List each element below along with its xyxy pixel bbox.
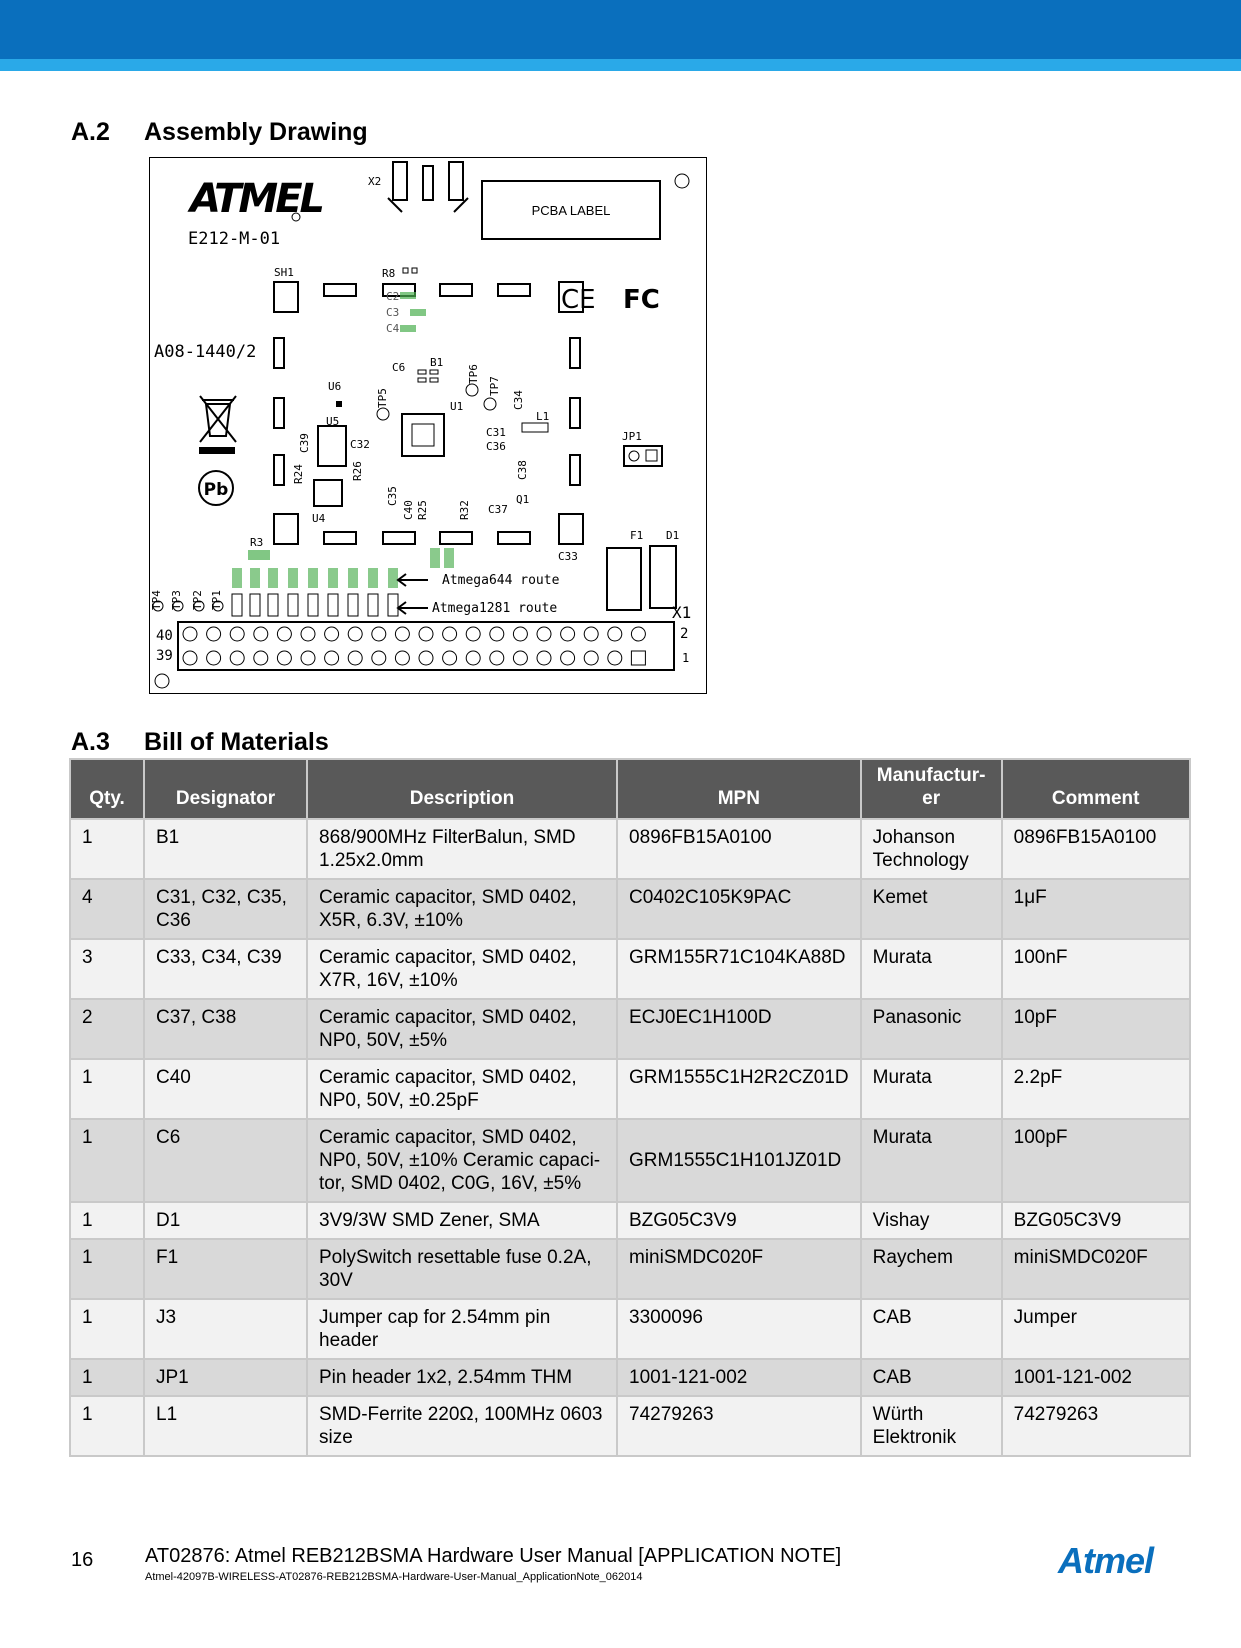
u5-chip xyxy=(318,426,346,466)
cell-designator: JP1 xyxy=(144,1359,307,1396)
cell-qty: 1 xyxy=(70,1239,144,1299)
label-c37: C37 xyxy=(488,503,508,516)
cell-comment: 10pF xyxy=(1002,999,1190,1059)
table-row xyxy=(70,999,1190,1059)
label-q1: Q1 xyxy=(516,493,530,506)
header-pin xyxy=(183,627,197,641)
bill-of-materials-table xyxy=(69,758,1191,1457)
cell-qty: 3 xyxy=(70,939,144,999)
label-c36: C36 xyxy=(486,440,506,453)
cell-designator: B1 xyxy=(144,819,307,879)
cell-mpn: BZG05C3V9 xyxy=(617,1202,861,1239)
table-row xyxy=(70,939,1190,999)
header-pin xyxy=(325,627,339,641)
header-pin xyxy=(325,651,339,665)
cell-qty: 4 xyxy=(70,879,144,939)
cell-description: PolySwitch resettable fuse 0.2A, 30V xyxy=(307,1239,617,1299)
x2-connector xyxy=(388,162,468,212)
label-r3: R3 xyxy=(250,536,264,549)
cell-designator: C40 xyxy=(144,1059,307,1119)
cell-comment: 100nF xyxy=(1002,939,1190,999)
cell-manufacturer: Raychem xyxy=(861,1239,1002,1299)
header-pin xyxy=(183,651,197,665)
cell-designator: L1 xyxy=(144,1396,307,1456)
header-pin xyxy=(348,627,362,641)
label-c39: C39 xyxy=(298,433,311,453)
header-pin xyxy=(584,627,598,641)
weee-bin-icon xyxy=(200,396,236,453)
x1-header-pins xyxy=(183,627,645,665)
u4-chip xyxy=(314,480,342,506)
cell-manufacturer: Murata xyxy=(861,939,1002,999)
u1-chip xyxy=(402,414,444,456)
cell-description: Ceramic capacitor, SMD 0402, X5R, 6.3V, ±10% xyxy=(307,879,617,939)
cell-mpn: GRM1555C1H2R2CZ01D xyxy=(617,1059,861,1119)
header-pin xyxy=(466,627,480,641)
header-pin xyxy=(537,627,551,641)
label-r8: R8 xyxy=(382,267,396,280)
cell-mpn: miniSMDC020F xyxy=(617,1239,861,1299)
header-pin xyxy=(561,627,575,641)
label-tp2: TP2 xyxy=(191,590,204,610)
label-c31: C31 xyxy=(486,426,506,439)
cell-comment: 2.2pF xyxy=(1002,1059,1190,1119)
ce-mark: CE xyxy=(561,285,596,315)
label-d1: D1 xyxy=(666,529,680,542)
label-tp5: TP5 xyxy=(376,388,389,408)
header-pin xyxy=(301,651,315,665)
route-1281-label: Atmega1281 route xyxy=(432,601,558,616)
label-r25: R25 xyxy=(416,500,429,520)
table-row xyxy=(70,1299,1190,1359)
cell-manufacturer: Würth Elektronik xyxy=(861,1396,1002,1456)
header-pin xyxy=(419,651,433,665)
table-row xyxy=(70,1359,1190,1396)
route-644-label: Atmega644 route xyxy=(442,573,560,588)
table-row xyxy=(70,879,1190,939)
label-pin40: 40 xyxy=(156,628,173,644)
d1-diode xyxy=(650,546,676,608)
cell-manufacturer: Murata xyxy=(861,1119,1002,1202)
board-revision: A08-1440/2 xyxy=(154,342,257,362)
header-pin xyxy=(254,627,268,641)
page-number: 16 xyxy=(71,1549,94,1571)
header-pin xyxy=(372,651,386,665)
header-pin xyxy=(230,651,244,665)
label-pin1: 1 xyxy=(682,651,690,665)
section-heading-bill-of-materials xyxy=(71,728,329,757)
cell-description: Ceramic capacitor, SMD 0402, NP0, 50V, ±10% Ceramic capaci-tor, SMD 0402, C0G, 16V, ±5% xyxy=(307,1119,617,1202)
label-x2: X2 xyxy=(368,175,382,188)
label-tp3: TP3 xyxy=(170,590,183,610)
column-header-manufacturer: Manufactur- er xyxy=(861,759,1002,819)
cell-mpn: 74279263 xyxy=(617,1396,861,1456)
label-pin2: 2 xyxy=(680,626,689,642)
cell-qty: 1 xyxy=(70,1202,144,1239)
cell-comment: BZG05C3V9 xyxy=(1002,1202,1190,1239)
b1-balun xyxy=(418,370,438,382)
label-tp6: TP6 xyxy=(467,364,480,384)
pb-mark-text: Pb xyxy=(203,480,229,500)
cell-manufacturer: Kemet xyxy=(861,879,1002,939)
cell-designator: J3 xyxy=(144,1299,307,1359)
header-pin xyxy=(513,651,527,665)
label-jp1: JP1 xyxy=(622,430,642,443)
cell-mpn: C0402C105K9PAC xyxy=(617,879,861,939)
header-pin xyxy=(466,651,480,665)
cell-mpn: GRM1555C1H101JZ01D xyxy=(617,1119,861,1202)
f1-fuse xyxy=(607,548,641,610)
cell-description: Ceramic capacitor, SMD 0402, NP0, 50V, ±5% xyxy=(307,999,617,1059)
cell-comment: 0896FB15A0100 xyxy=(1002,819,1190,879)
label-tp4: TP4 xyxy=(150,590,163,610)
header-pin xyxy=(608,651,622,665)
cell-description: Ceramic capacitor, SMD 0402, NP0, 50V, ±0.25pF xyxy=(307,1059,617,1119)
header-pin xyxy=(277,651,291,665)
label-u1: U1 xyxy=(450,400,464,413)
cell-comment: 1μF xyxy=(1002,879,1190,939)
label-b1: B1 xyxy=(430,356,444,369)
label-c32: C32 xyxy=(350,438,370,451)
label-u4: U4 xyxy=(312,512,326,525)
cell-manufacturer: CAB xyxy=(861,1299,1002,1359)
cell-qty: 1 xyxy=(70,1359,144,1396)
jp1-header xyxy=(624,446,662,466)
cell-description: SMD-Ferrite 220Ω, 100MHz 0603 size xyxy=(307,1396,617,1456)
label-f1: F1 xyxy=(630,529,644,542)
header-pin xyxy=(537,651,551,665)
label-c4: C4 xyxy=(386,322,400,335)
label-c6: C6 xyxy=(392,361,406,374)
cell-qty: 1 xyxy=(70,819,144,879)
header-pin xyxy=(207,651,221,665)
header-pin xyxy=(443,627,457,641)
header-pin xyxy=(254,651,268,665)
header-pin xyxy=(230,627,244,641)
board-logo-text: ATMEL xyxy=(190,176,323,222)
label-c2: C2 xyxy=(386,290,400,303)
label-r24: R24 xyxy=(292,464,305,484)
label-c34: C34 xyxy=(512,390,525,410)
cell-description: 868/900MHz FilterBalun, SMD 1.25x2.0mm xyxy=(307,819,617,879)
cell-mpn: ECJ0EC1H100D xyxy=(617,999,861,1059)
fcc-mark: FC xyxy=(623,285,660,315)
cell-mpn: 3300096 xyxy=(617,1299,861,1359)
header-pin xyxy=(207,627,221,641)
label-c40: C40 xyxy=(402,500,415,520)
header-pin xyxy=(372,627,386,641)
section-number: A.3 xyxy=(71,728,110,756)
column-header-description: Description xyxy=(307,759,617,819)
header-pin xyxy=(490,651,504,665)
header-pin xyxy=(584,651,598,665)
table-row xyxy=(70,1059,1190,1119)
section-title: Assembly Drawing xyxy=(144,118,368,146)
label-sh1: SH1 xyxy=(274,266,294,279)
footer-doc-id: Atmel-42097B-WIRELESS-AT02876-REB212BSMA-Hardware-User-Manual_ApplicationNote_062014 xyxy=(145,1571,643,1583)
cell-manufacturer: CAB xyxy=(861,1359,1002,1396)
header-pin xyxy=(277,627,291,641)
label-r32: R32 xyxy=(458,500,471,520)
table-row xyxy=(70,1119,1190,1202)
cell-qty: 1 xyxy=(70,1059,144,1119)
table-row xyxy=(70,1396,1190,1456)
cell-designator: C37, C38 xyxy=(144,999,307,1059)
column-header-qty: Qty. xyxy=(70,759,144,819)
header-pin xyxy=(348,651,362,665)
table-header-row xyxy=(70,759,1190,819)
label-l1: L1 xyxy=(536,410,550,423)
cell-manufacturer: Murata xyxy=(861,1059,1002,1119)
cell-qty: 1 xyxy=(70,1396,144,1456)
lead-free-icon xyxy=(199,471,233,505)
cell-comment: Jumper xyxy=(1002,1299,1190,1359)
cell-designator: C6 xyxy=(144,1119,307,1202)
atmel-board-logo xyxy=(187,176,323,222)
header-band xyxy=(0,0,1241,59)
header-pin xyxy=(395,627,409,641)
cell-qty: 2 xyxy=(70,999,144,1059)
cell-qty: 1 xyxy=(70,1119,144,1202)
header-pin xyxy=(513,627,527,641)
header-pin xyxy=(419,627,433,641)
column-header-mpn: MPN xyxy=(617,759,861,819)
label-c38: C38 xyxy=(516,460,529,480)
cell-designator: C31, C32, C35, C36 xyxy=(144,879,307,939)
section-heading-assembly-drawing xyxy=(71,118,368,147)
table-row xyxy=(70,1202,1190,1239)
table-row xyxy=(70,1239,1190,1299)
label-u6: U6 xyxy=(328,380,342,393)
cell-designator: C33, C34, C39 xyxy=(144,939,307,999)
label-c35: C35 xyxy=(386,486,399,506)
cell-mpn: 0896FB15A0100 xyxy=(617,819,861,879)
cell-description: Jumper cap for 2.54mm pin header xyxy=(307,1299,617,1359)
header-pin xyxy=(395,651,409,665)
cell-comment: 1001-121-002 xyxy=(1002,1359,1190,1396)
label-tp1: TP1 xyxy=(210,590,223,610)
assembly-drawing-svg xyxy=(150,158,706,693)
label-r26: R26 xyxy=(351,461,364,481)
header-pin xyxy=(631,627,645,641)
cell-mpn: GRM155R71C104KA88D xyxy=(617,939,861,999)
footer-title: AT02876: Atmel REB212BSMA Hardware User Manual [APPLICATION NOTE] xyxy=(145,1545,842,1567)
cell-designator: F1 xyxy=(144,1239,307,1299)
x1-header xyxy=(178,622,674,670)
label-c3: C3 xyxy=(386,306,400,319)
cell-description: Ceramic capacitor, SMD 0402, X7R, 16V, ±10% xyxy=(307,939,617,999)
resistor-row-1281 xyxy=(232,594,398,616)
label-u5: U5 xyxy=(326,415,340,428)
table-row xyxy=(70,819,1190,879)
cell-comment: 100pF xyxy=(1002,1119,1190,1202)
header-pin xyxy=(608,627,622,641)
cell-mpn: 1001-121-002 xyxy=(617,1359,861,1396)
cell-description: 3V9/3W SMD Zener, SMA xyxy=(307,1202,617,1239)
board-id: E212-M-01 xyxy=(188,229,281,249)
cell-designator: D1 xyxy=(144,1202,307,1239)
label-tp7: TP7 xyxy=(488,376,501,396)
atmel-logo: Atmel xyxy=(1058,1540,1154,1581)
label-x1: X1 xyxy=(672,603,692,622)
cell-comment: miniSMDC020F xyxy=(1002,1239,1190,1299)
header-pin xyxy=(443,651,457,665)
cell-manufacturer: Panasonic xyxy=(861,999,1002,1059)
header-pin xyxy=(301,627,315,641)
header-stripe xyxy=(0,59,1241,71)
column-header-designator: Designator xyxy=(144,759,307,819)
assembly-drawing xyxy=(149,157,707,694)
label-c33: C33 xyxy=(558,550,578,563)
label-pin39: 39 xyxy=(156,648,173,664)
section-title: Bill of Materials xyxy=(144,728,329,756)
cell-manufacturer: Johanson Technology xyxy=(861,819,1002,879)
cell-description: Pin header 1x2, 2.54mm THM xyxy=(307,1359,617,1396)
cell-manufacturer: Vishay xyxy=(861,1202,1002,1239)
section-number: A.2 xyxy=(71,118,110,146)
header-pin xyxy=(561,651,575,665)
pcba-label-text: PCBA LABEL xyxy=(531,203,611,218)
cell-comment: 74279263 xyxy=(1002,1396,1190,1456)
header-pin xyxy=(490,627,504,641)
column-header-comment: Comment xyxy=(1002,759,1190,819)
cell-qty: 1 xyxy=(70,1299,144,1359)
header-pin xyxy=(631,651,645,665)
